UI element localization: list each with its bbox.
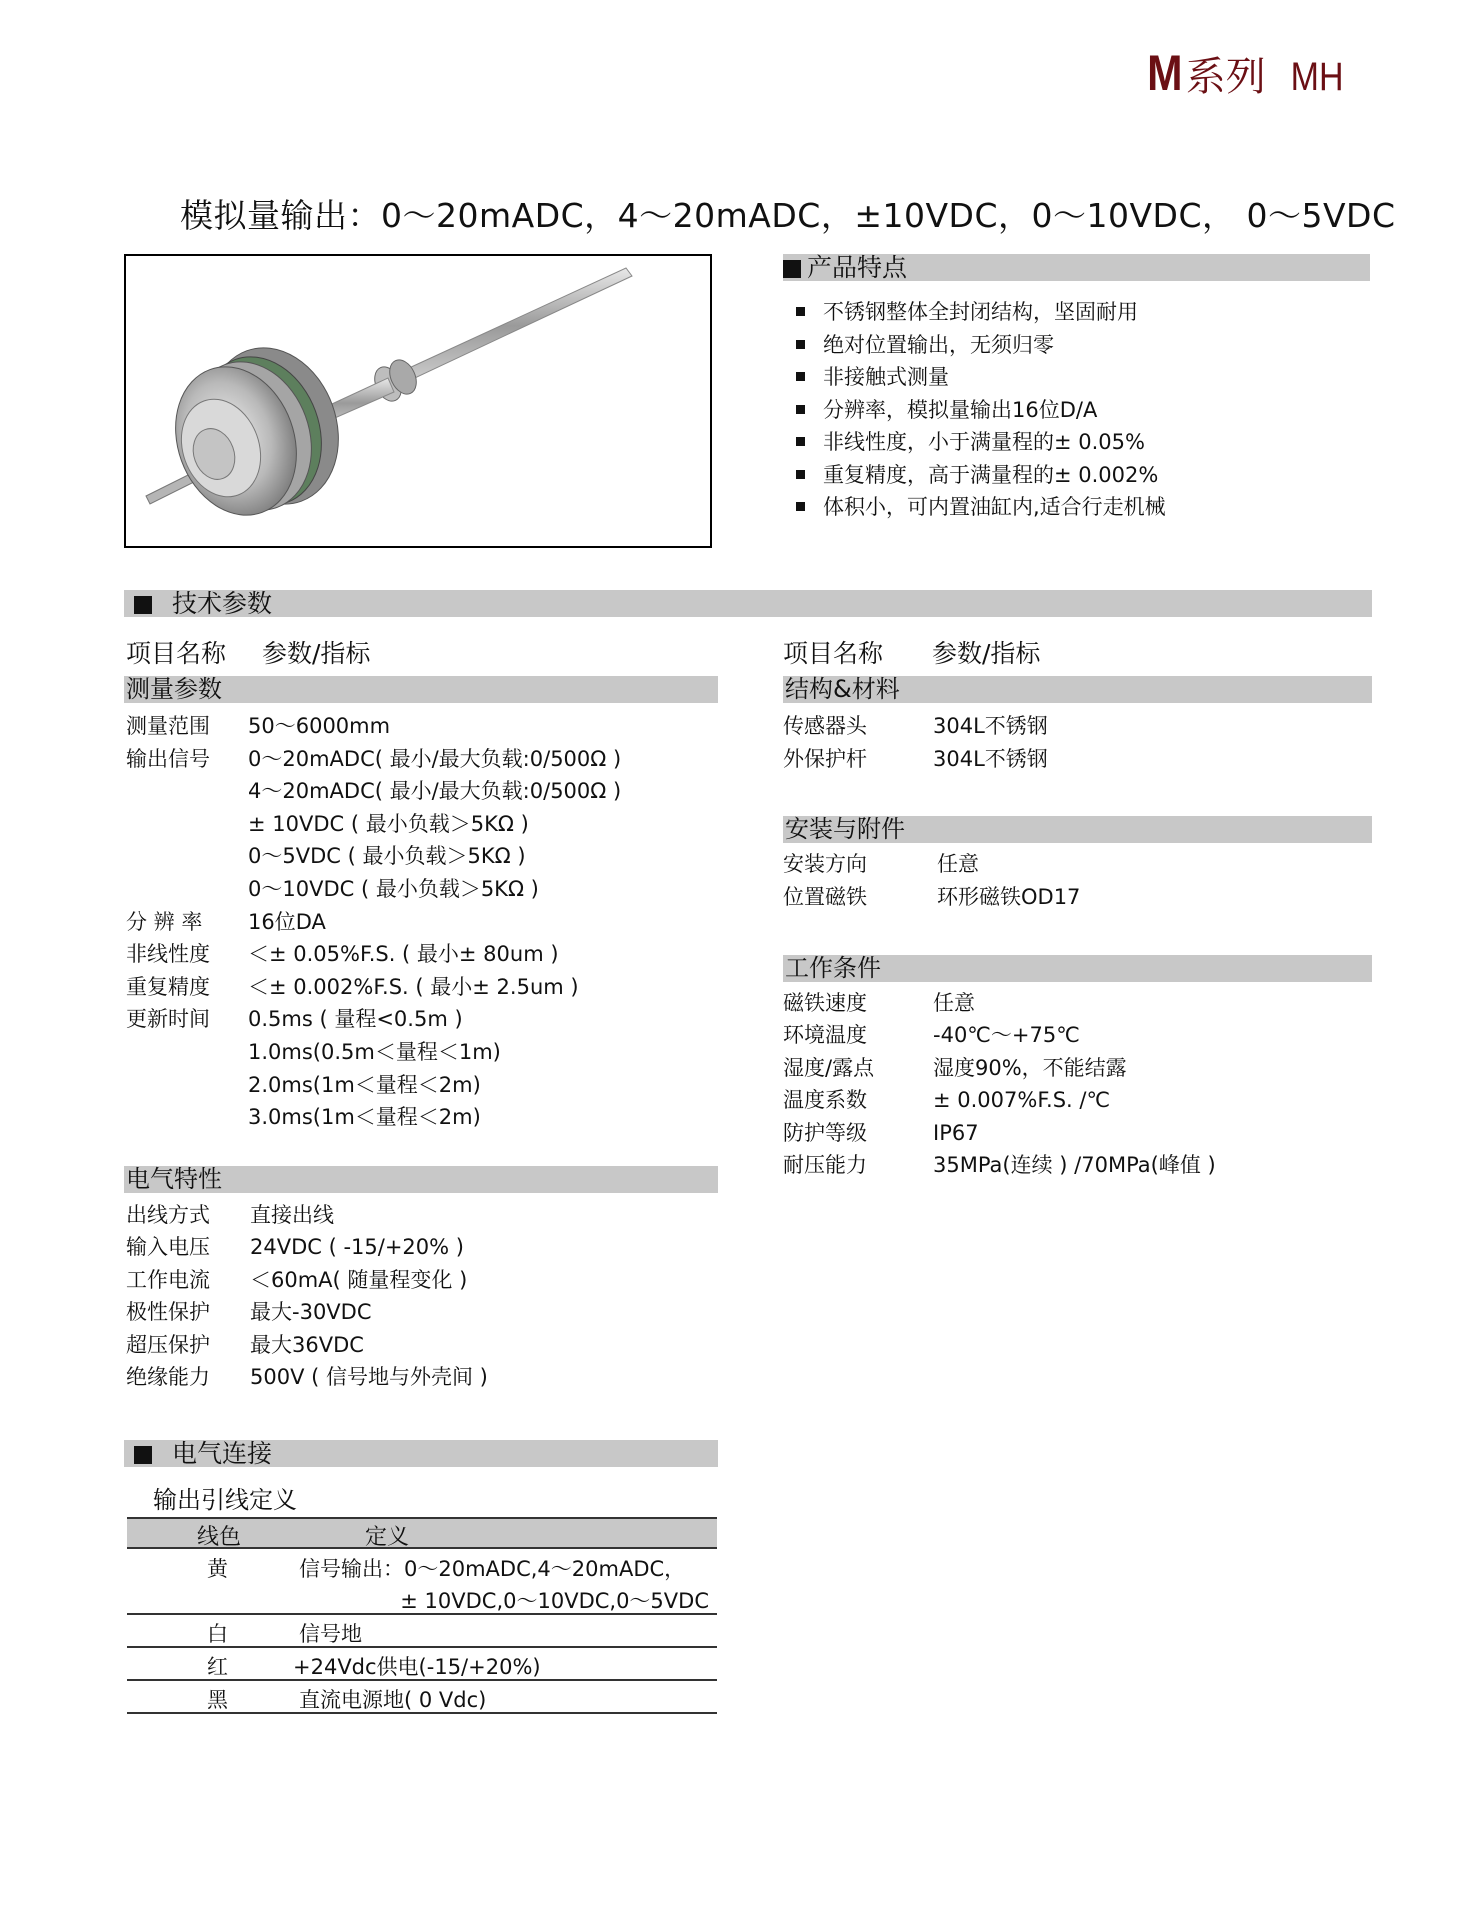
param-row — [126, 1361, 726, 1393]
working-title: 工作条件 — [785, 954, 881, 982]
param-name: 温度系数 — [783, 1088, 867, 1113]
param-row — [126, 1003, 726, 1035]
param-name: 重复精度 — [126, 974, 210, 999]
series-code: MH — [1290, 55, 1344, 99]
param-row — [126, 1069, 726, 1101]
param-value: 直接出线 — [250, 1203, 334, 1227]
structure-title: 结构&材料 — [785, 675, 900, 703]
square-bullet-icon — [783, 260, 801, 278]
param-value: -40℃～+75℃ — [933, 1023, 1080, 1048]
param-value: 304L不锈钢 — [933, 714, 1048, 738]
param-value: 2.0ms(1m＜量程＜2m) — [248, 1072, 481, 1097]
table-row: 黄 信号输出：0～20mADC,4～20mADC， ± 10VDC,0～10VDC,0～5VDC — [127, 1549, 717, 1615]
series-word: 系列 — [1185, 54, 1266, 100]
structure-section-bar — [783, 676, 1372, 703]
param-value: 1.0ms(0.5m＜量程＜1m) — [248, 1040, 501, 1064]
param-value: ± 10VDC ( 最小负载＞5KΩ ) — [248, 811, 529, 836]
param-row — [783, 1084, 1383, 1116]
param-row — [783, 987, 1383, 1019]
series-title — [1144, 44, 1348, 102]
series-letter: M — [1147, 45, 1183, 101]
table-row: 红 +24Vdc供电(-15/+20%) — [127, 1648, 717, 1681]
param-row — [126, 1296, 726, 1328]
features-title: 产品特点 — [807, 253, 908, 282]
param-name: 测量范围 — [126, 714, 210, 738]
param-row — [126, 775, 726, 807]
table-row: 白 信号地 — [127, 1615, 717, 1648]
param-row — [783, 710, 1383, 742]
list-item: 不锈钢整体全封闭结构，坚固耐用 — [796, 296, 1166, 329]
param-name: 绝缘能力 — [126, 1365, 210, 1389]
param-value: 0～20mADC( 最小/最大负载:0/500Ω ) — [248, 746, 622, 771]
connection-title: 电气连接 — [172, 1439, 273, 1468]
param-row — [126, 1231, 726, 1263]
param-value: ± 0.007%F.S. /℃ — [933, 1088, 1111, 1113]
param-row — [126, 1036, 726, 1068]
wire-col-color: 线色 — [197, 1525, 242, 1550]
param-value: 湿度90%，不能结露 — [933, 1055, 1127, 1080]
param-value: 0.5ms ( 量程<0.5m ) — [248, 1007, 463, 1032]
table-row: 黑 直流电源地( 0 Vdc) — [127, 1681, 717, 1714]
bullet-icon — [796, 470, 805, 479]
param-name: 工作电流 — [126, 1267, 210, 1292]
electrical-section-bar — [124, 1166, 718, 1193]
measure-title: 测量参数 — [126, 675, 222, 703]
param-row — [783, 1052, 1383, 1084]
wire-col-def: 定义 — [365, 1525, 410, 1550]
measure-section-bar — [124, 676, 718, 703]
col-header-left-value: 参数/指标 — [262, 639, 371, 668]
param-row — [126, 873, 726, 905]
bullet-icon — [796, 502, 805, 511]
param-name: 分 辨 率 — [126, 909, 203, 934]
wire-table — [127, 1517, 717, 1714]
param-name: 极性保护 — [126, 1300, 210, 1325]
working-section-bar — [783, 955, 1372, 982]
param-value: 0～10VDC ( 最小负载＞5KΩ ) — [248, 877, 539, 901]
param-value: 304L不锈钢 — [933, 746, 1048, 771]
param-row — [126, 971, 726, 1003]
param-name: 湿度/露点 — [783, 1055, 875, 1080]
param-name: 非线性度 — [126, 942, 210, 967]
list-item: 体积小，可内置油缸内,适合行走机械 — [796, 491, 1166, 524]
param-row — [783, 1117, 1383, 1149]
param-row — [783, 881, 1383, 913]
param-name: 输入电压 — [126, 1235, 210, 1260]
param-row — [126, 906, 726, 938]
param-value: ＜60mA( 随量程变化 ) — [250, 1267, 468, 1292]
param-value: 500V ( 信号地与外壳间 ) — [250, 1365, 488, 1389]
list-item: 非接触式测量 — [796, 361, 1166, 394]
electrical-title: 电气特性 — [126, 1165, 222, 1193]
bullet-icon — [796, 405, 805, 414]
features-header-bar — [783, 254, 1370, 281]
param-value: 最大-30VDC — [250, 1300, 372, 1325]
param-name: 更新时间 — [126, 1007, 210, 1032]
square-bullet-icon — [134, 596, 152, 614]
param-row — [126, 1101, 726, 1133]
param-name: 出线方式 — [126, 1203, 210, 1227]
feature-list — [796, 296, 1166, 524]
bullet-icon — [796, 307, 805, 316]
param-row — [783, 848, 1383, 880]
list-item: 非线性度，小于满量程的± 0.05% — [796, 426, 1166, 459]
param-name: 安装方向 — [783, 852, 867, 876]
bullet-icon — [796, 437, 805, 446]
param-name: 位置磁铁 — [783, 884, 867, 909]
param-value: IP67 — [933, 1120, 979, 1145]
list-item: 绝对位置输出，无须归零 — [796, 329, 1166, 362]
param-value: 环形磁铁OD17 — [937, 884, 1081, 909]
param-value: 24VDC ( -15/+20% ) — [250, 1235, 464, 1260]
bullet-icon — [796, 340, 805, 349]
install-title: 安装与附件 — [785, 815, 905, 843]
param-row — [126, 710, 726, 742]
param-row — [126, 1329, 726, 1361]
sensor-illustration — [126, 256, 710, 546]
tech-header-bar — [124, 590, 1372, 617]
param-row — [126, 808, 726, 840]
param-name: 防护等级 — [783, 1120, 867, 1145]
param-name: 磁铁速度 — [783, 991, 867, 1015]
param-name: 超压保护 — [126, 1332, 210, 1357]
param-value: 35MPa(连续 ) /70MPa(峰值 ) — [933, 1153, 1216, 1177]
param-name: 输出信号 — [126, 746, 210, 771]
square-bullet-icon — [134, 1446, 152, 1464]
param-row — [126, 743, 726, 775]
param-value: 50～6000mm — [248, 714, 391, 738]
analog-output-line: 模拟量输出：0～20mADC，4～20mADC，±10VDC，0～10VDC， 0～5VDC — [180, 196, 1396, 235]
wire-table-header — [127, 1517, 717, 1549]
param-value: 16位DA — [248, 909, 326, 934]
param-value: 3.0ms(1m＜量程＜2m) — [248, 1105, 481, 1130]
param-value: ＜± 0.002%F.S. ( 最小± 2.5um ) — [248, 974, 579, 999]
product-photo — [124, 254, 712, 548]
param-name: 环境温度 — [783, 1023, 867, 1048]
param-value: 0～5VDC ( 最小负载＞5KΩ ) — [248, 844, 526, 869]
list-item: 分辨率，模拟量输出16位D/A — [796, 394, 1166, 427]
install-section-bar — [783, 816, 1372, 843]
param-name: 传感器头 — [783, 714, 867, 738]
param-row — [126, 938, 726, 970]
col-header-right-value: 参数/指标 — [932, 639, 1041, 668]
param-value: ＜± 0.05%F.S. ( 最小± 80um ) — [248, 942, 559, 967]
tech-title: 技术参数 — [172, 589, 273, 618]
bullet-icon — [796, 372, 805, 381]
param-name: 外保护杆 — [783, 746, 867, 771]
param-row — [783, 743, 1383, 775]
connection-subtitle: 输出引线定义 — [153, 1486, 297, 1514]
param-row — [126, 1199, 726, 1231]
param-row — [126, 1264, 726, 1296]
param-value: 任意 — [933, 991, 975, 1015]
param-value: 4～20mADC( 最小/最大负载:0/500Ω ) — [248, 779, 622, 804]
param-row — [783, 1149, 1383, 1181]
param-row — [126, 840, 726, 872]
param-value: 最大36VDC — [250, 1332, 364, 1357]
param-row — [783, 1019, 1383, 1051]
list-item: 重复精度，高于满量程的± 0.002% — [796, 459, 1166, 492]
col-header-left-name: 项目名称 — [126, 639, 227, 668]
param-name: 耐压能力 — [783, 1153, 867, 1177]
col-header-right-name: 项目名称 — [783, 639, 884, 668]
param-value: 任意 — [937, 852, 979, 876]
connection-header-bar — [124, 1440, 718, 1467]
